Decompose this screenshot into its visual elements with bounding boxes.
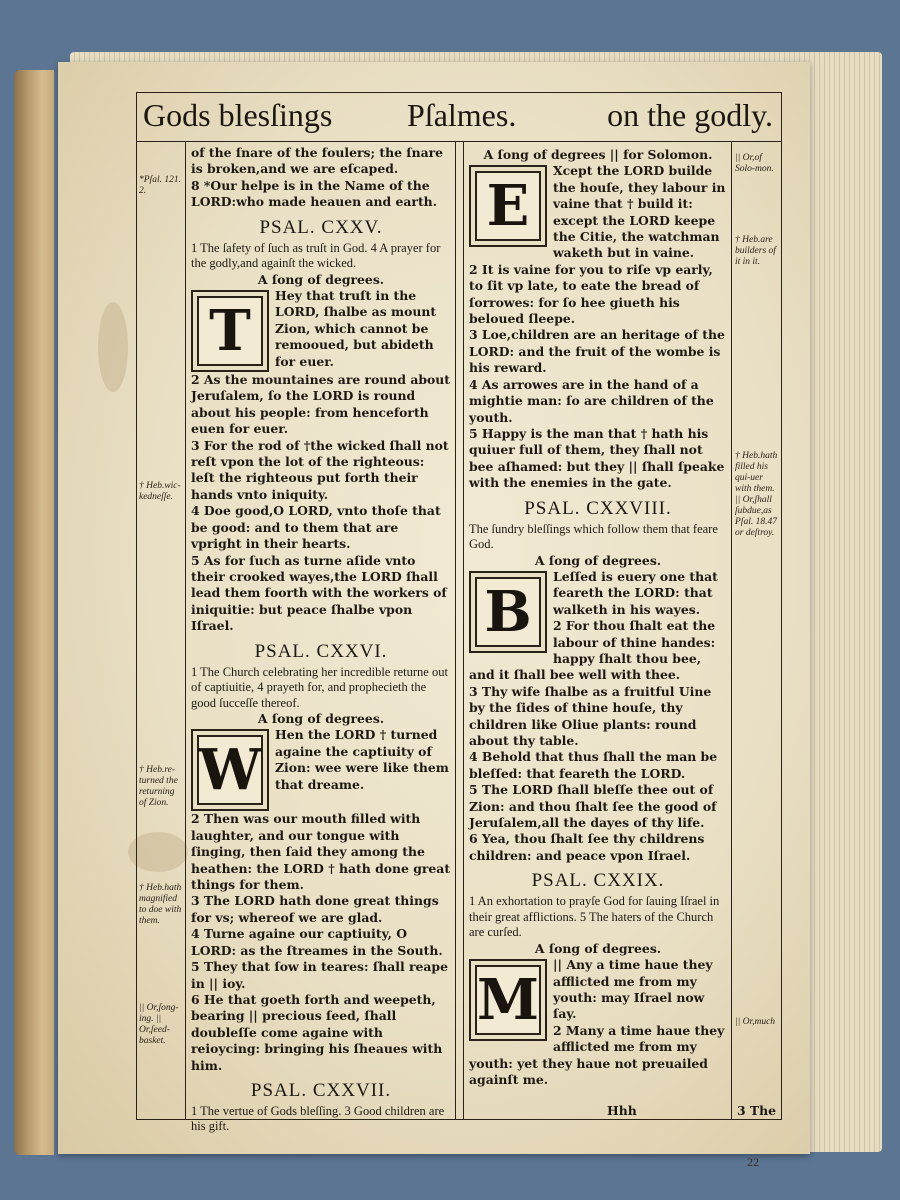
song-heading: A ſong of degrees.	[534, 940, 662, 956]
psalm-summary: 1 An exhortation to prayſe God for ſauing Iſrael in their great afflictions. 5 The haters of the Church are curſed.	[469, 894, 720, 940]
margin-note-wickednesse: † Heb.wic-kedneſſe.	[139, 481, 181, 502]
verse-text: 2 Then was our mouth filled with laughter, and our tongue with ſinging, then ſaid they among the heathen: the LORD † hath done great things for them.	[191, 811, 451, 893]
psalm-heading: PSAL. CXXIX.	[531, 870, 665, 892]
psalm-summary: The ſundry bleſſings which follow them that feare God.	[469, 521, 718, 552]
verse-text: 3 The LORD hath done great things for vs; whereof we are glad.	[191, 893, 439, 925]
verse-text: 5 The LORD ſhall bleſſe thee out of Zion: and thou ſhalt ſee the good of Jeruſalem,all the dayes of thy life.	[469, 782, 717, 831]
verse-text: Leſſed is euery one that feareth the LORD: that walketh in his wayes.	[553, 568, 718, 617]
head-rule	[137, 141, 781, 142]
margin-note-quiver: † Heb.hath filled his qui-uer with them. || Or,ſhall ſubdue,as Pſal. 18.47 or deſtroy.	[735, 451, 778, 538]
book-page	[58, 62, 810, 1169]
verse-text: 2 For thou ſhalt eat the labour of thine handes: happy ſhalt thou bee, and it ſhall bee well with thee.	[469, 618, 716, 683]
verse-text: 5 They that ſow in teares: ſhall reape in || ioy.	[191, 959, 448, 991]
margin-rule-left	[185, 141, 186, 1119]
book-spine-edge	[14, 70, 54, 1155]
verse-text: 2 Many a time haue they afflicted me from my youth: yet they haue not preuailed againſt me.	[469, 1022, 725, 1087]
margin-note-returned: † Heb.re-turned the returning of Zion.	[139, 765, 178, 808]
verse-text: Hey that truſt in the LORD, ſhalbe as mount Zion, which cannot be remooued, but abideth for euer.	[275, 288, 437, 369]
margin-note-psal121: *Pſal. 121. 2.	[139, 175, 181, 196]
margin-note-songing: || Or,ſong-ing. || Or,ſeed-basket.	[139, 1003, 179, 1046]
verse-text: 3 For the rod of †the wicked ſhall not reſt vpon the lot of the righteous: leſt the righteous put forth their hands vnto iniquity.	[191, 437, 449, 502]
psalm-heading: PSAL. CXXVI.	[254, 640, 388, 662]
drop-cap: W	[191, 729, 269, 811]
verse-text: 4 Turne againe our captiuity, O LORD: as the ſtreames in the South.	[191, 926, 443, 958]
verse-text: 5 Happy is the man that † hath his quiuer full of them, they ſhall not bee aſhamed: but they || ſhall ſpeake with the enemies in the gate.	[469, 425, 725, 491]
psalm-summary: 1 The Church celebrating her incredible returne out of captiuitie, 4 prayeth for, and prophecieth the good ſucceſſe thereof.	[191, 664, 448, 710]
drop-cap: E	[469, 165, 547, 247]
verse-text: 2 It is vaine for you to riſe vp early, to ſit vp late, to eate the bread of ſorrowes: for ſo hee giueth his beloued ſleepe.	[469, 261, 713, 327]
signature-mark: Hhh	[607, 1103, 637, 1118]
text-frame	[136, 92, 782, 1169]
margin-rule-right	[731, 141, 732, 1119]
psalm-heading: PSAL. CXXVIII.	[524, 497, 672, 519]
psalm-heading: PSAL. CXXV.	[259, 216, 383, 238]
margin-note-solomon: || Or,of Solo-mon.	[735, 153, 774, 174]
verse-text: 2 As the mountaines are round about Jeruſalem, ſo the LORD is round about his people: from henceforth euen for euer.	[191, 372, 451, 437]
song-heading: A ſong of degrees.	[257, 711, 385, 727]
running-head-left: Gods blesſings	[143, 97, 333, 133]
page-mark: 22	[747, 1155, 759, 1169]
verse-text: 4 Doe good,O LORD, vnto thoſe that be good: and to them that are vpright in their hearts.	[191, 503, 441, 552]
running-head-center: Pſalmes.	[407, 97, 517, 133]
verse-text: 6 He that goeth forth and weepeth, bearing || precious ſeed, ſhall doubleſſe come againe with reioycing: bringing his ſheaues with him.	[191, 991, 443, 1073]
verse-text: 8 *Our helpe is in the Name of the LORD:who made heauen and earth.	[191, 177, 438, 210]
psalm-heading: PSAL. CXXVII.	[250, 1079, 392, 1101]
song-heading: A ſong of degrees.	[257, 271, 385, 287]
column-rule-right	[463, 141, 464, 1119]
left-column	[191, 145, 451, 1135]
margin-note-magnified: † Heb.hath magnified to doe with them.	[139, 883, 182, 926]
song-heading: A ſong of degrees.	[534, 552, 662, 568]
verse-text: 3 Thy wife ſhalbe as a fruitful Uine by the ſides of thine houſe, thy children like Oliue plants: round about thy table.	[469, 683, 712, 748]
column-rule-left	[455, 141, 456, 1119]
verse-text: 6 Yea, thou ſhalt ſee thy childrens children: and peace vpon Iſrael.	[469, 831, 705, 863]
verse-text: || Any a time haue they afflicted me from my youth: may Iſrael now ſay.	[553, 957, 713, 1022]
running-head	[137, 93, 781, 141]
verse-text: 3 Loe,children are an heritage of the LORD: and the fruit of the wombe is his reward.	[469, 327, 725, 376]
verse-text: 4 As arrowes are in the hand of a mightie man: ſo are children of the youth.	[469, 376, 714, 425]
catchword: 3 The	[737, 1103, 777, 1118]
drop-cap: T	[191, 290, 269, 372]
running-head-right: on the godly.	[607, 97, 773, 133]
drop-cap: B	[469, 571, 547, 653]
right-column	[469, 147, 727, 1088]
psalm-summary: 1 The ſafety of ſuch as truſt in God. 4 A prayer for the godly,and againſt the wicked.	[191, 240, 441, 271]
drop-cap: M	[469, 959, 547, 1041]
verse-text: 4 Behold that thus ſhall the man be bleſſed: that feareth the LORD.	[469, 749, 718, 781]
psalm-summary: 1 The vertue of Gods bleſſing. 3 Good children are his gift.	[191, 1103, 445, 1134]
verse-text: Xcept the LORD builde the houſe, they labour in vaine that † build it: except the LORD keepe the Citie, the watchman waketh but in vaine.	[553, 163, 726, 261]
verse-text: Hen the LORD † turned againe the captiuity of Zion: wee were like them that dreame.	[275, 727, 449, 792]
page-stain	[98, 302, 128, 392]
margin-note-builders: † Heb.are builders of it in it.	[735, 235, 776, 267]
verse-text: 5 As for ſuch as turne aſide vnto their crooked wayes,the LORD ſhall lead them foorth with the workers of iniquitie: but peace ſhalbe vpon Iſrael.	[191, 552, 447, 634]
song-heading: A ſong of degrees || for Solomon.	[483, 147, 713, 162]
verse-text: of the ſnare of the foulers; the ſnare is broken,and we are eſcaped.	[191, 145, 444, 177]
margin-note-much: || Or,much	[735, 1017, 776, 1027]
